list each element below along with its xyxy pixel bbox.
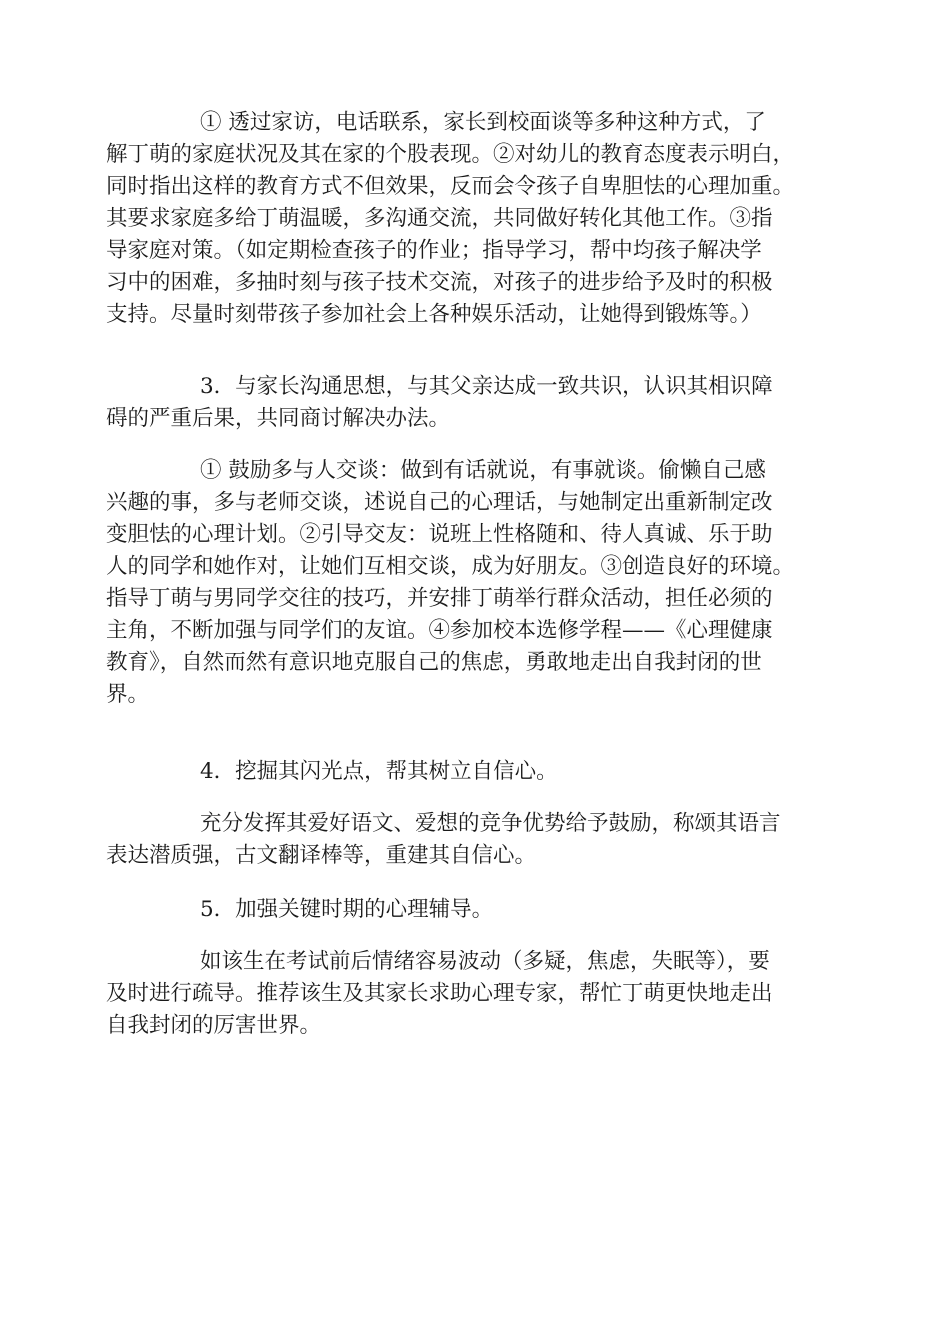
text-line: ① 透过家访，电话联系，家长到校面谈等多种这种方式，了: [200, 110, 766, 135]
text-line: 人的同学和她作对，让她们互相交谈，成为好朋友。③创造良好的环境。: [106, 554, 795, 579]
paragraph-encourage-communication: [106, 455, 794, 711]
text-line: 3．与家长沟通思想，与其父亲达成一致共识，认识其相识障: [200, 374, 773, 399]
paragraph-section-5-heading: [106, 894, 493, 926]
text-line: 习中的困难，多抽时刻与孩子技术交流，对孩子的进步给予及时的积极: [106, 270, 773, 295]
text-line: 及时进行疏导。推荐该生及其家长求助心理专家，帮忙丁萌更快地走出: [106, 981, 773, 1006]
text-line: 主角，不断加强与同学们的友谊。④参加校本选修学程——《心理健康: [106, 618, 773, 643]
text-line: 同时指出这样的教育方式不但效果，反而会令孩子自卑胆怯的心理加重。: [106, 174, 795, 199]
text-line: 如该生在考试前后情绪容易波动（多疑，焦虑，失眠等），要: [200, 949, 770, 974]
text-line: 表达潜质强，古文翻译棒等，重建其自信心。: [106, 843, 537, 868]
text-line: 导家庭对策。（如定期检查孩子的作业；指导学习，帮中均孩子解决学: [106, 238, 762, 263]
text-line: 5．加强关键时期的心理辅导。: [200, 897, 494, 922]
text-line: 兴趣的事，多与老师交谈，述说自己的心理话，与她制定出重新制定改: [106, 490, 773, 515]
text-line: 教育》，自然而然有意识地克服自己的焦虑，勇敢地走出自我封闭的世: [106, 650, 762, 675]
text-line: 解丁萌的家庭状况及其在家的个股表现。②对幼儿的教育态度表示明白，: [106, 142, 795, 167]
paragraph-build-confidence: [106, 808, 781, 872]
text-line: 其要求家庭多给丁萌温暖，多沟通交流，共同做好转化其他工作。③指: [106, 206, 773, 231]
paragraph-section-3-heading: [106, 371, 773, 435]
paragraph-section-4-heading: [106, 756, 558, 788]
paragraph-exam-period-counseling: [106, 946, 773, 1042]
text-line: 自我封闭的厉害世界。: [106, 1013, 322, 1038]
text-line: 指导丁萌与男同学交往的技巧，并安排丁萌举行群众活动，担任必须的: [106, 586, 773, 611]
text-line: ① 鼓励多与人交谈：做到有话就说，有事就谈。偷懒自己感: [200, 458, 766, 483]
text-line: 变胆怯的心理计划。②引导交友：说班上性格随和、待人真诚、乐于助: [106, 522, 773, 547]
text-line: 充分发挥其爱好语文、爱想的竞争优势给予鼓励，称颂其语言: [200, 811, 781, 836]
text-line: 4．挖掘其闪光点，帮其树立自信心。: [200, 759, 558, 784]
text-line: 界。: [106, 682, 150, 707]
text-line: 支持。尽量时刻带孩子参加社会上各种娱乐活动，让她得到锻炼等。）: [106, 302, 762, 327]
paragraph-home-visit-measures: [106, 107, 794, 331]
text-line: 碍的严重后果，共同商讨解决办法。: [106, 406, 451, 431]
